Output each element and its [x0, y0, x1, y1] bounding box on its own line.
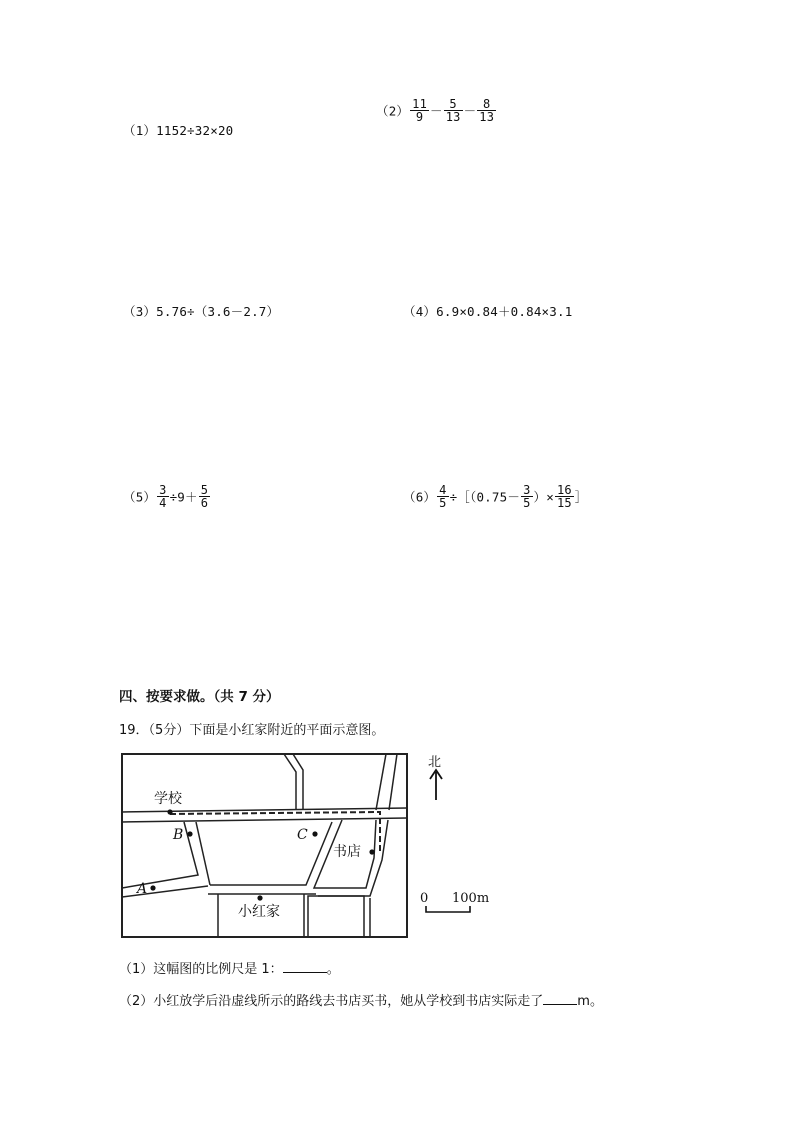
denominator: 5	[439, 496, 447, 510]
problem-label: （6）	[403, 489, 437, 505]
operator: ）×	[533, 489, 554, 505]
numerator: 5	[200, 483, 209, 497]
answer-blank-2[interactable]	[543, 992, 577, 1005]
sub-question-2-prefix: （2）小红放学后沿虚线所示的路线去书店买书，她从学校到书店实际走了	[119, 994, 544, 1009]
problem-label: （5）	[123, 489, 157, 505]
map-road	[122, 886, 208, 897]
question-19-stem: 19．（5分）下面是小红家附近的平面示意图。	[119, 723, 385, 738]
denominator: 9	[410, 110, 429, 123]
denominator: 13	[479, 110, 495, 124]
point-a	[150, 885, 155, 890]
problem-expression: 5.76÷（3.6－2.7）	[156, 304, 280, 319]
home-label: 小红家	[238, 904, 280, 920]
point-a-label: A	[137, 881, 148, 897]
fraction	[410, 98, 429, 123]
school-point	[167, 809, 172, 814]
operator: －	[463, 103, 477, 119]
bookstore-label: 书店	[333, 844, 361, 860]
numerator: 5	[449, 97, 457, 111]
operator: ÷9＋	[169, 489, 198, 505]
neighborhood-map	[118, 748, 498, 942]
map-road	[376, 754, 386, 810]
home-point	[257, 895, 262, 900]
answer-blank-1[interactable]	[283, 960, 327, 973]
fraction	[521, 484, 532, 509]
point-b	[187, 831, 192, 836]
point-c	[312, 831, 317, 836]
map-road	[308, 896, 364, 937]
problem-2	[376, 98, 497, 123]
sub-question-1	[119, 958, 340, 977]
section-heading: 四、按要求做。（共 7 分）	[119, 689, 280, 705]
bookstore-point	[369, 849, 374, 854]
map-road	[284, 754, 296, 810]
problem-1	[123, 121, 233, 139]
fraction	[437, 484, 448, 509]
numerator: 3	[159, 483, 167, 497]
operator: ÷［（0.75－	[449, 489, 521, 505]
point-b-label: B	[173, 827, 184, 843]
denominator: 15	[556, 496, 572, 510]
fraction	[444, 98, 463, 123]
fraction	[199, 484, 210, 509]
numerator: 3	[523, 483, 531, 497]
problem-expression: 1152÷32×20	[156, 123, 234, 138]
operator: ］	[574, 489, 588, 505]
problem-label: （2）	[376, 103, 410, 119]
sub-question-2-suffix: m。	[577, 994, 603, 1009]
denominator: 13	[445, 110, 461, 124]
problem-label: （3）	[123, 304, 157, 319]
map-road	[122, 818, 407, 822]
problem-label: （1）	[123, 123, 157, 138]
problem-label: （4）	[403, 304, 437, 319]
map-road	[122, 822, 198, 888]
sub-question-1-prefix: （1）这幅图的比例尺是 1：	[119, 962, 283, 977]
numerator: 11	[412, 97, 427, 111]
problem-6	[403, 484, 588, 509]
denominator: 5	[523, 496, 531, 510]
point-c-label: C	[297, 827, 308, 843]
map-road	[210, 822, 332, 885]
problem-expression: 6.9×0.84＋0.84×3.1	[436, 304, 573, 319]
fraction	[555, 484, 574, 509]
map-road	[389, 754, 397, 810]
scale-label: 100m	[452, 891, 490, 906]
numerator: 4	[439, 483, 447, 497]
scale-zero: 0	[420, 891, 429, 906]
map-road	[293, 754, 303, 810]
denominator: 4	[159, 496, 167, 510]
fraction	[157, 484, 168, 509]
school-label: 学校	[154, 791, 182, 807]
numerator: 16	[556, 483, 572, 497]
operator: －	[430, 103, 443, 119]
problem-4	[403, 302, 572, 320]
denominator: 6	[200, 496, 209, 510]
sub-question-2	[119, 990, 603, 1009]
north-label: 北	[428, 755, 442, 770]
fraction	[477, 98, 496, 123]
numerator: 8	[482, 97, 491, 111]
problem-3	[123, 302, 279, 320]
problem-5	[123, 484, 211, 509]
scale-bar	[426, 906, 470, 912]
sub-question-1-suffix: 。	[326, 962, 340, 977]
